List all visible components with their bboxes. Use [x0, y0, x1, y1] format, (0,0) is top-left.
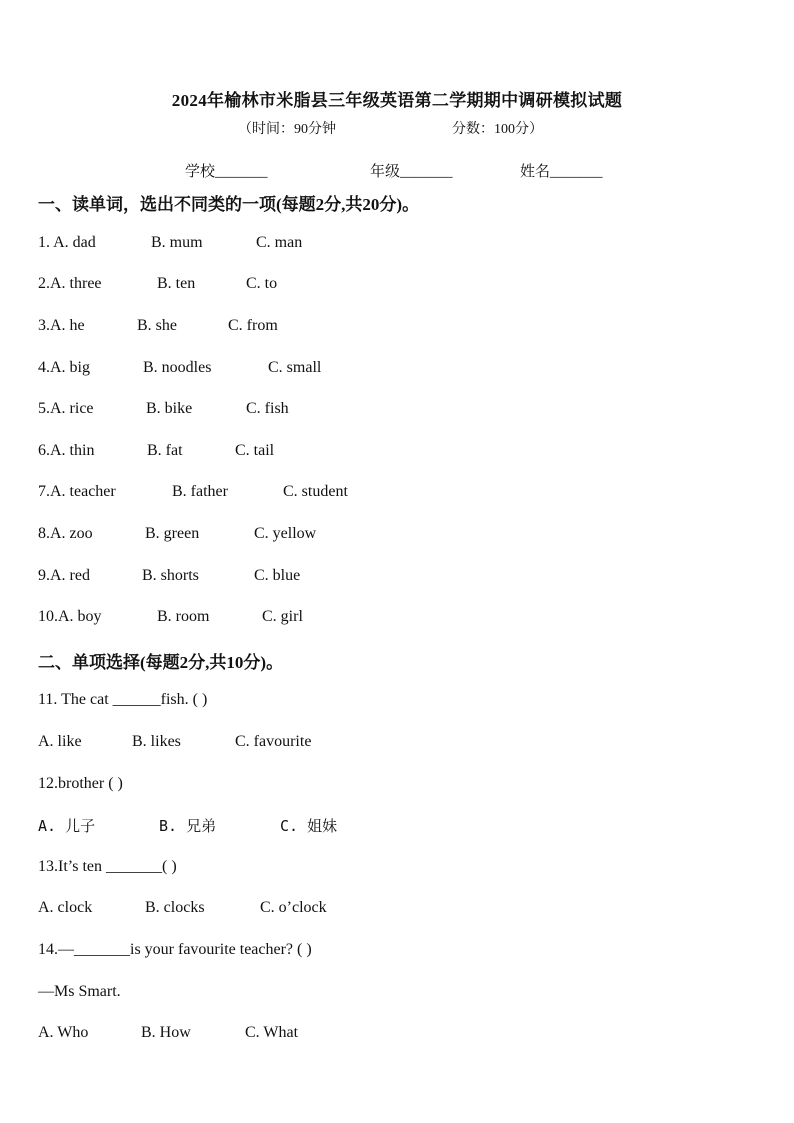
question-10: [38, 608, 303, 626]
exam-score: 分数：100分）: [452, 122, 543, 137]
question-2-option-c: C. to: [246, 275, 278, 292]
question-7-option-c: C. student: [283, 483, 348, 500]
question-2-option-b: B. ten: [157, 275, 196, 292]
question-9-option-b: B. shorts: [142, 567, 199, 584]
question-13-option-b: B. clocks: [145, 899, 205, 916]
question-1: [38, 234, 303, 252]
question-1-option-a: 1. A. dad: [38, 234, 96, 251]
question-13-option-c: C. o’clock: [260, 899, 327, 916]
question-9-option-c: C. blue: [254, 567, 301, 584]
question-13-option-a: A. clock: [38, 899, 93, 916]
question-12-options: [38, 815, 338, 836]
question-11-option-b: B. likes: [132, 733, 181, 750]
question-14-answer: —Ms Smart.: [38, 983, 121, 1000]
question-5-option-b: B. bike: [146, 400, 193, 417]
question-7-option-a: 7.A. teacher: [38, 483, 116, 500]
question-13-options: [38, 899, 327, 917]
grade-field: 年级_______: [370, 164, 453, 180]
question-9: [38, 567, 301, 585]
question-14-option-c: C. What: [245, 1024, 299, 1041]
question-3-option-b: B. she: [137, 317, 177, 334]
name-field: 姓名_______: [520, 164, 603, 180]
exam-time: （时间：90分钟: [238, 122, 336, 137]
question-11-stem: 11. The cat ______fish. ( ): [38, 691, 208, 708]
question-6-option-c: C. tail: [235, 442, 275, 459]
question-11-option-a: A. like: [38, 733, 82, 750]
question-10-option-b: B. room: [157, 608, 210, 625]
question-11-option-c: C. favourite: [235, 733, 312, 750]
question-14-stem: 14.—_______is your favourite teacher? ( ): [38, 941, 312, 958]
question-8: [38, 525, 317, 543]
question-4-option-b: B. noodles: [143, 359, 212, 376]
question-12-stem: 12.brother ( ): [38, 775, 123, 792]
question-14-option-b: B. How: [141, 1024, 191, 1041]
question-1-option-b: B. mum: [151, 234, 203, 251]
question-11-options: [38, 733, 312, 751]
question-8-option-c: C. yellow: [254, 525, 317, 542]
question-5-option-a: 5.A. rice: [38, 400, 94, 417]
question-6-option-b: B. fat: [147, 442, 183, 459]
question-10-option-c: C. girl: [262, 608, 303, 625]
question-7: [38, 483, 348, 501]
question-7-option-b: B. father: [172, 483, 228, 500]
question-3: [38, 317, 278, 335]
question-2-option-a: 2.A. three: [38, 275, 102, 292]
question-12-option-a: A. 儿子: [38, 817, 96, 835]
question-6-option-a: 6.A. thin: [38, 442, 95, 459]
question-14-option-a: A. Who: [38, 1024, 89, 1041]
question-14-options: [38, 1024, 299, 1042]
question-4: [38, 359, 322, 377]
question-4-option-a: 4.A. big: [38, 359, 90, 376]
question-4-option-c: C. small: [268, 359, 322, 376]
question-12-option-c: C. 姐妹: [280, 817, 338, 835]
question-8-option-b: B. green: [145, 525, 200, 542]
question-12-option-b: B. 兄弟: [159, 817, 217, 835]
question-3-option-c: C. from: [228, 317, 278, 334]
question-10-option-a: 10.A. boy: [38, 608, 102, 625]
question-9-option-a: 9.A. red: [38, 567, 90, 584]
exam-title: 2024年榆林市米脂县三年级英语第二学期期中调研模拟试题: [171, 91, 623, 110]
question-3-option-a: 3.A. he: [38, 317, 85, 334]
question-2: [38, 275, 278, 293]
question-8-option-a: 8.A. zoo: [38, 525, 93, 542]
section1-heading: 一、读单词，选出不同类的一项(每题2分,共20分)。: [38, 195, 420, 214]
question-1-option-c: C. man: [256, 234, 303, 251]
school-field: 学校_______: [185, 164, 268, 180]
question-5-option-c: C. fish: [246, 400, 289, 417]
question-13-stem: 13.It’s ten _______( ): [38, 858, 177, 875]
section2-heading: 二、单项选择(每题2分,共10分)。: [38, 653, 284, 672]
question-5: [38, 400, 289, 418]
question-6: [38, 442, 275, 460]
